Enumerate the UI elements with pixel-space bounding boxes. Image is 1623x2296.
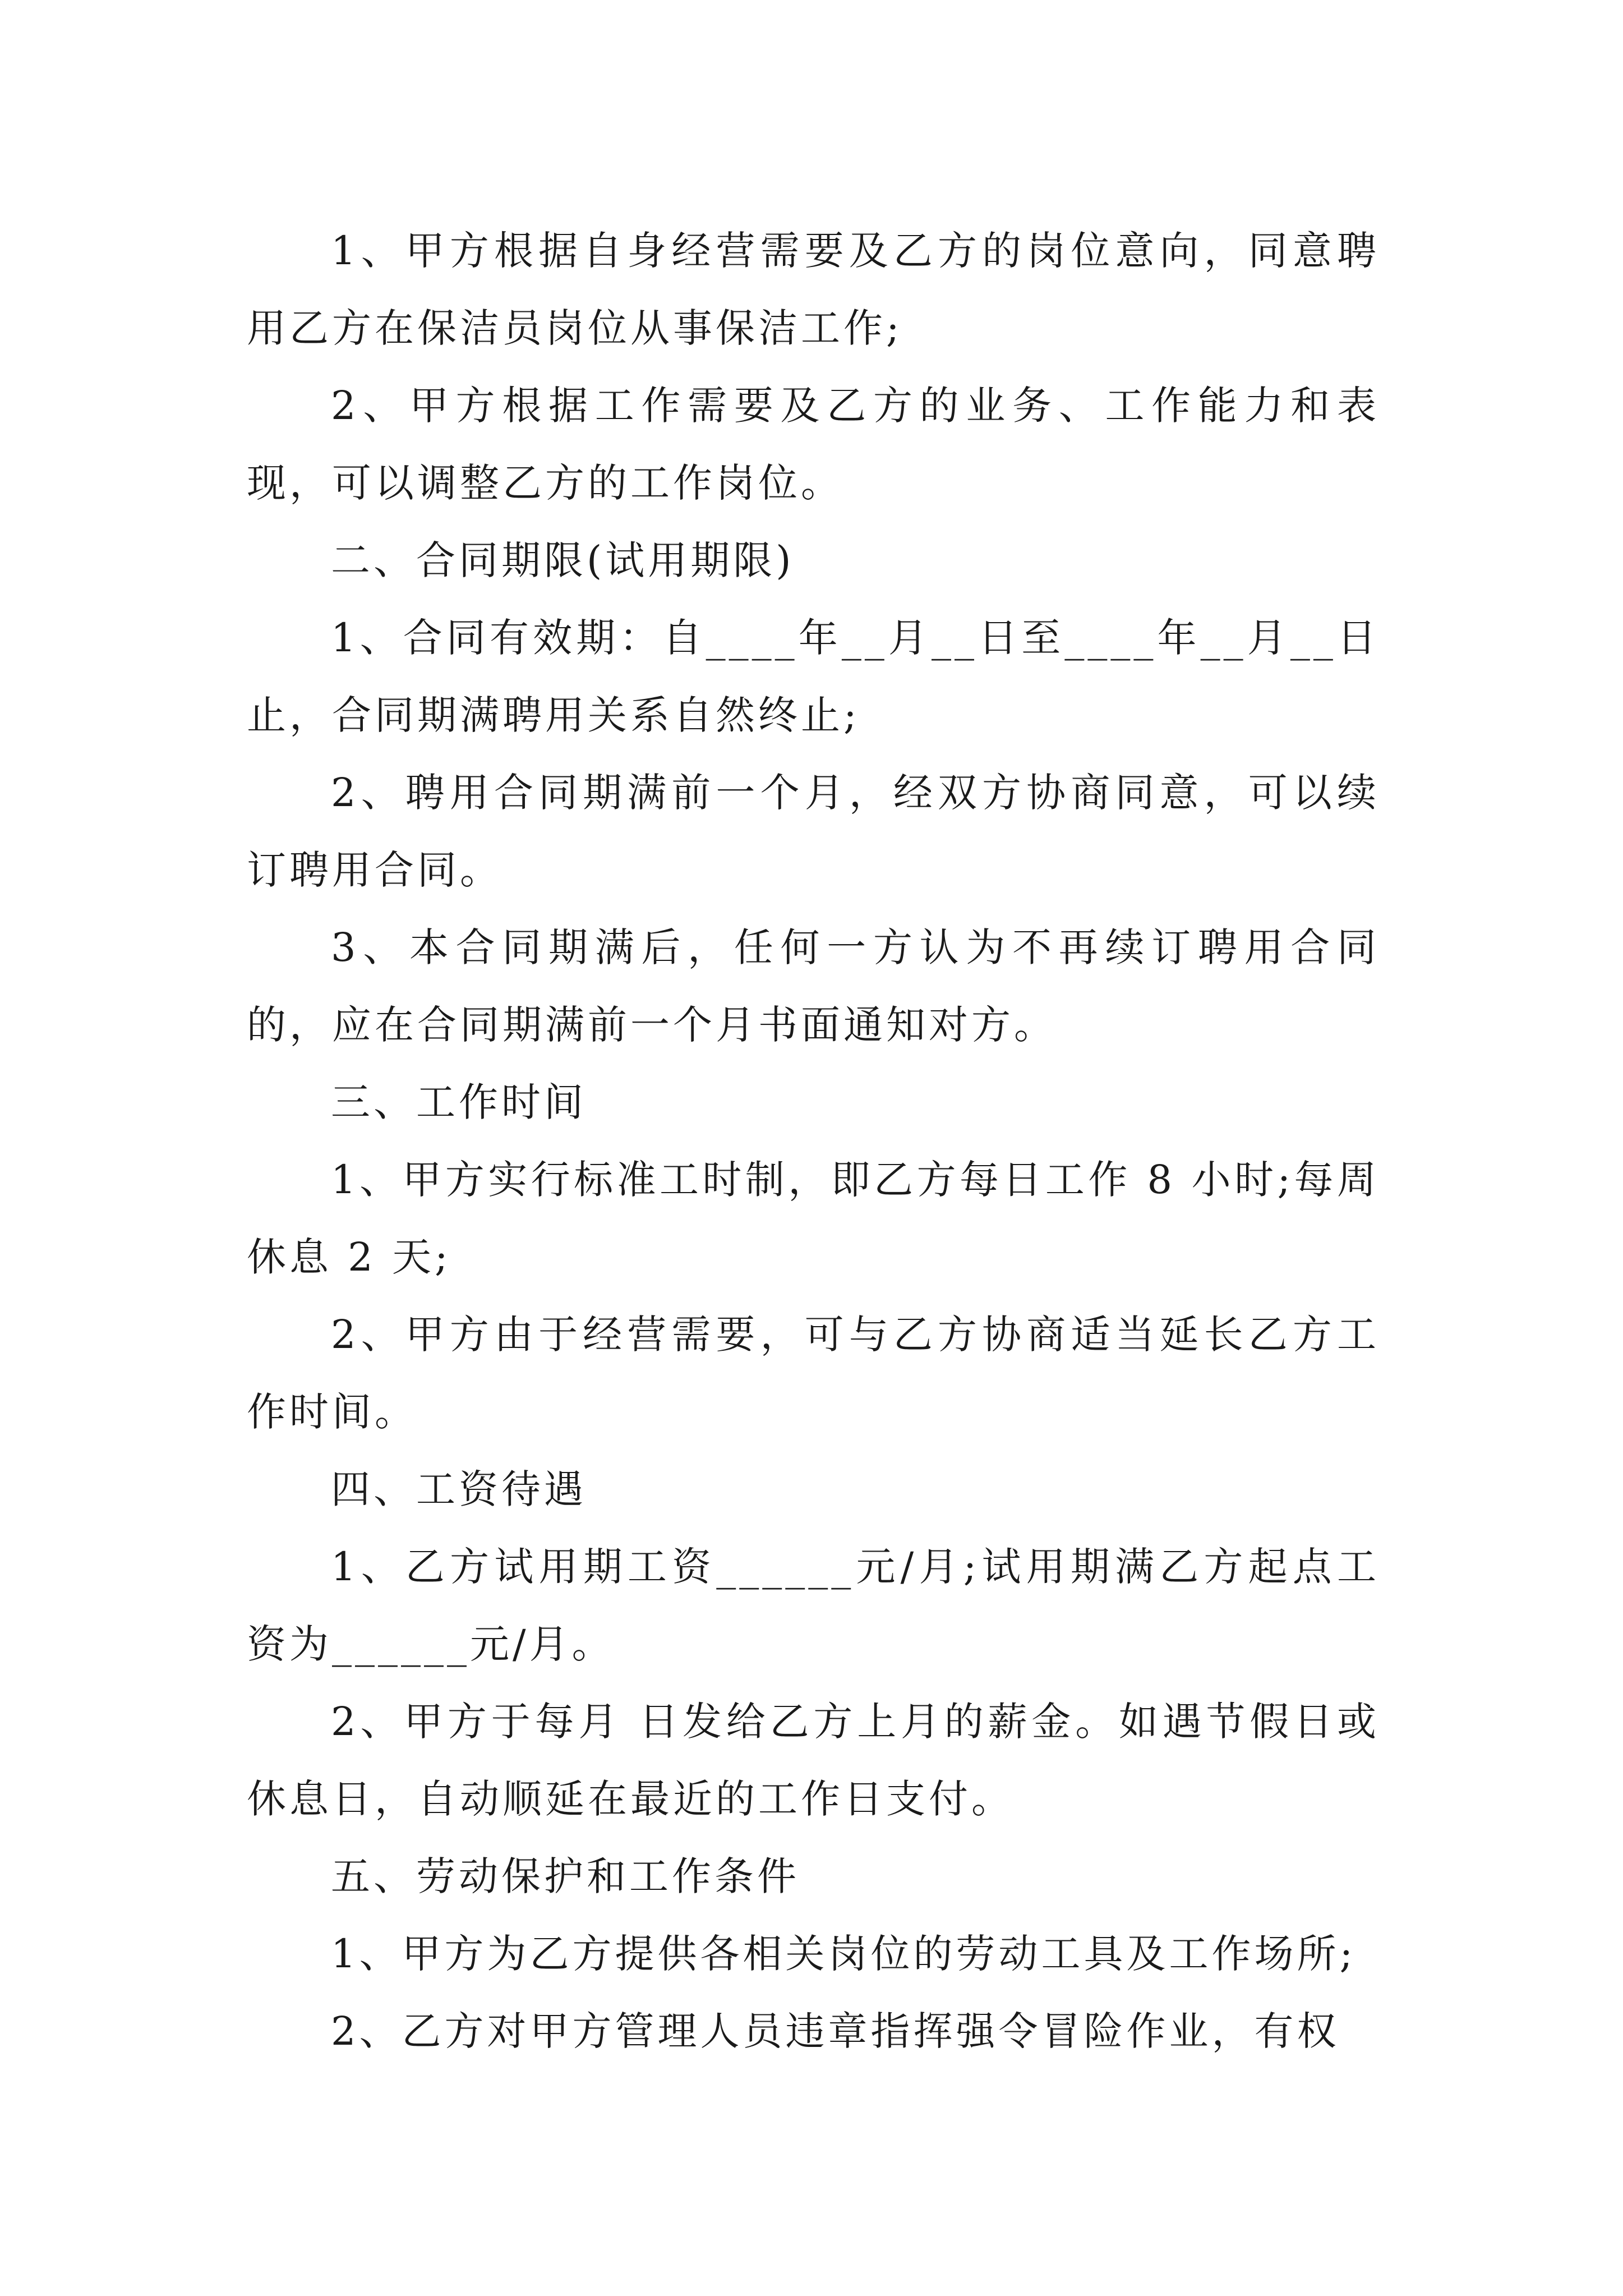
- clause-paragraph: 1、合同有效期：自____年__月__日至____年__月__日止，合同期满聘用关系自然终止;: [247, 615, 1380, 738]
- section-heading: 二、合同期限(试用期限): [331, 537, 795, 583]
- section-heading: 五、劳动保护和工作条件: [331, 1853, 800, 1899]
- section-heading: 四、工资待遇: [331, 1466, 587, 1512]
- clause-paragraph: 1、甲方实行标准工时制，即乙方每日工作 8 小时;每周休息 2 天;: [247, 1157, 1380, 1280]
- clause-paragraph: 1、甲方为乙方提供各相关岗位的劳动工具及工作场所;: [331, 1931, 1357, 1977]
- clause-paragraph: 2、甲方于每月 日发给乙方上月的薪金。如遇节假日或休息日，自动顺延在最近的工作日支付。: [247, 1699, 1380, 1822]
- document-body: [247, 212, 1380, 2070]
- clause-paragraph: 2、甲方由于经营需要，可与乙方协商适当延长乙方工作时间。: [247, 1312, 1380, 1435]
- clause-paragraph: 1、甲方根据自身经营需要及乙方的岗位意向，同意聘用乙方在保洁员岗位从事保洁工作;: [247, 228, 1380, 351]
- clause-paragraph: 2、乙方对甲方管理人员违章指挥强令冒险作业，有权: [331, 2008, 1340, 2054]
- section-heading: 三、工作时间: [331, 1079, 587, 1125]
- clause-paragraph: 3、本合同期满后，任何一方认为不再续订聘用合同的，应在合同期满前一个月书面通知对方。: [247, 924, 1380, 1048]
- clause-paragraph: 2、聘用合同期满前一个月，经双方协商同意，可以续订聘用合同。: [247, 770, 1380, 893]
- clause-paragraph: 2、甲方根据工作需要及乙方的业务、工作能力和表现，可以调整乙方的工作岗位。: [247, 383, 1380, 506]
- clause-paragraph: 1、乙方试用期工资______元/月;试用期满乙方起点工资为______元/月。: [247, 1544, 1380, 1667]
